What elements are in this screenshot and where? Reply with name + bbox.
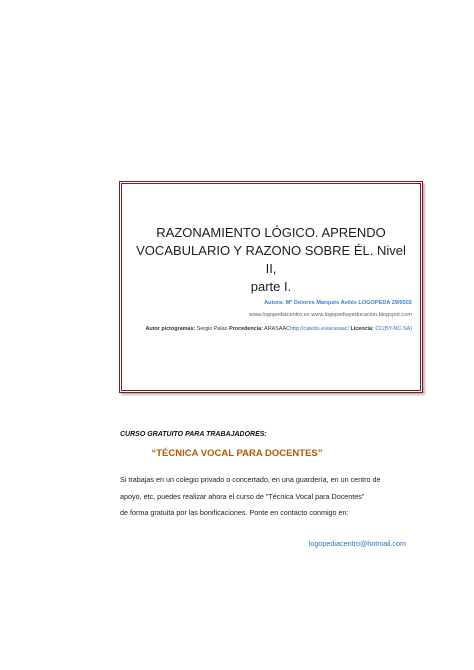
pictograms-author: Sergio Palao xyxy=(195,326,230,332)
author-line: Autora: Mª Dolores Marqués Avilés LOGOPEDA 29/0502 xyxy=(264,300,412,306)
source-label: Procedencia: xyxy=(229,326,263,332)
credits-line xyxy=(130,325,412,334)
website-links[interactable]: www.logopediacentro.es www.logopediayeducacion.blogspot.com xyxy=(249,312,412,318)
description-line: apoyo, etc, puedes realizar ahora el curso de "Técnica Vocal para Docentes" xyxy=(120,491,365,501)
license-link[interactable]: CC(BY-NC-SA) xyxy=(373,326,412,332)
source-link[interactable]: http://catedu.es/arasaac/ xyxy=(289,326,349,332)
course-title: “TÉCNICA VOCAL PARA DOCENTES” xyxy=(151,448,323,459)
title-box xyxy=(119,181,423,393)
course-heading: CURSO GRATUITO PARA TRABAJADORES: xyxy=(120,431,267,438)
title-line: VOCABULARIO Y RAZONO SOBRE ÉL. Nivel II, xyxy=(136,243,406,276)
description-line: de forma gratuita por las bonificaciones. Ponte en contacto conmigo en: xyxy=(120,508,349,517)
license-label: Licencia: xyxy=(348,326,374,332)
course-description xyxy=(120,472,410,522)
pictograms-label: Autor pictogramas: xyxy=(145,326,196,332)
description-line: Si trabajas en un colegio privado o concertado, en una guardería, en un centro de xyxy=(120,475,381,484)
source-value: ARASAAC xyxy=(262,326,290,332)
document-title xyxy=(130,224,412,296)
title-line: parte I. xyxy=(250,279,292,294)
title-line: RAZONAMIENTO LÓGICO. APRENDO xyxy=(156,225,386,240)
contact-email-link[interactable]: logopediacentro@hotmail.com xyxy=(308,539,406,548)
